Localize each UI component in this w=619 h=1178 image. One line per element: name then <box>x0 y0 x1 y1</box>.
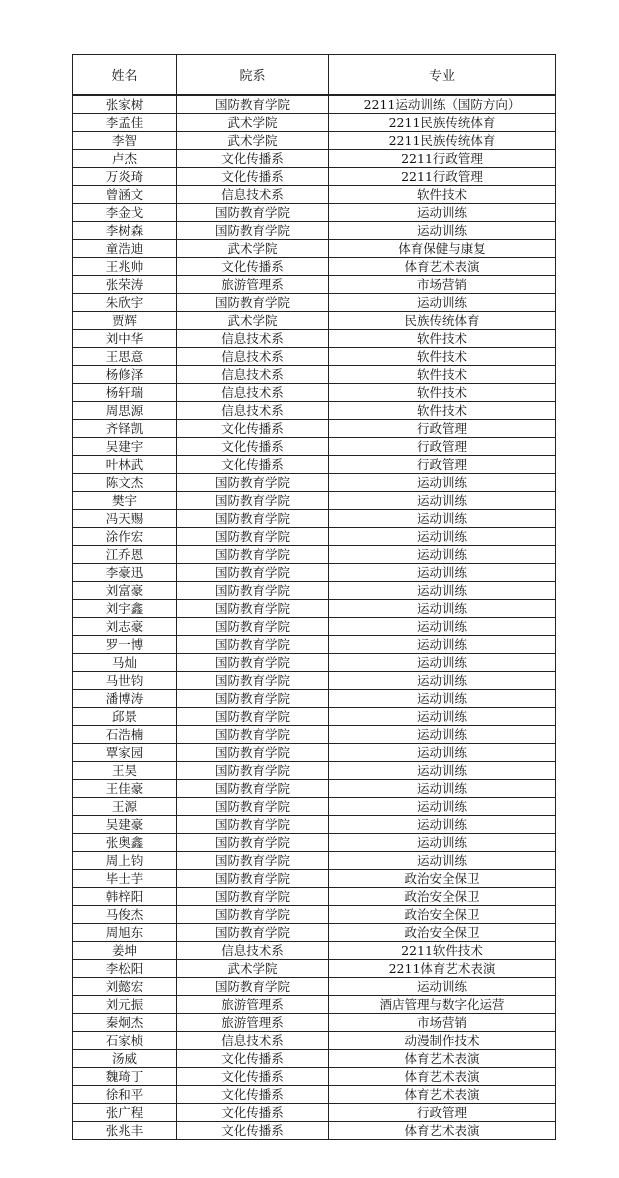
cell-name: 王昊 <box>73 762 177 780</box>
cell-department: 国防教育学院 <box>177 564 329 582</box>
table-row <box>73 960 556 978</box>
cell-department: 文化传播系 <box>177 150 329 168</box>
table-row <box>73 1122 556 1140</box>
student-list-sheet <box>72 54 555 1140</box>
cell-major: 政治安全保卫 <box>329 924 556 942</box>
cell-department: 国防教育学院 <box>177 834 329 852</box>
cell-department: 国防教育学院 <box>177 798 329 816</box>
cell-major: 软件技术 <box>329 186 556 204</box>
cell-major: 运动训练 <box>329 798 556 816</box>
cell-major: 运动训练 <box>329 762 556 780</box>
cell-name: 毕士芋 <box>73 870 177 888</box>
cell-name: 张荣涛 <box>73 276 177 294</box>
table-row <box>73 672 556 690</box>
cell-department: 国防教育学院 <box>177 492 329 510</box>
cell-name: 周上钧 <box>73 852 177 870</box>
cell-major: 市场营销 <box>329 1014 556 1032</box>
cell-name: 张兆丰 <box>73 1122 177 1140</box>
cell-department: 国防教育学院 <box>177 654 329 672</box>
table-row <box>73 168 556 186</box>
cell-department: 国防教育学院 <box>177 744 329 762</box>
cell-department: 旅游管理系 <box>177 276 329 294</box>
cell-department: 国防教育学院 <box>177 780 329 798</box>
cell-major: 运动训练 <box>329 852 556 870</box>
table-row <box>73 240 556 258</box>
cell-department: 信息技术系 <box>177 384 329 402</box>
cell-major: 运动训练 <box>329 600 556 618</box>
cell-major: 运动训练 <box>329 744 556 762</box>
cell-name: 李智 <box>73 132 177 150</box>
cell-name: 刘宇鑫 <box>73 600 177 618</box>
table-row <box>73 618 556 636</box>
cell-department: 信息技术系 <box>177 348 329 366</box>
cell-department: 信息技术系 <box>177 186 329 204</box>
cell-name: 周思源 <box>73 402 177 420</box>
cell-major: 运动训练 <box>329 582 556 600</box>
cell-department: 国防教育学院 <box>177 672 329 690</box>
header-department: 院系 <box>177 55 329 96</box>
cell-department: 文化传播系 <box>177 1122 329 1140</box>
cell-name: 魏琦丁 <box>73 1068 177 1086</box>
cell-major: 2211软件技术 <box>329 942 556 960</box>
cell-major: 体育艺术表演 <box>329 1068 556 1086</box>
table-row <box>73 114 556 132</box>
cell-name: 马俊杰 <box>73 906 177 924</box>
cell-name: 卢杰 <box>73 150 177 168</box>
student-table <box>72 54 556 1140</box>
table-row <box>73 150 556 168</box>
cell-name: 江乔恩 <box>73 546 177 564</box>
table-row <box>73 1014 556 1032</box>
table-row <box>73 744 556 762</box>
cell-name: 吴建豪 <box>73 816 177 834</box>
cell-major: 运动训练 <box>329 204 556 222</box>
cell-major: 运动训练 <box>329 222 556 240</box>
cell-major: 运动训练 <box>329 654 556 672</box>
cell-department: 武术学院 <box>177 312 329 330</box>
cell-major: 2211民族传统体育 <box>329 114 556 132</box>
cell-name: 童浩迪 <box>73 240 177 258</box>
cell-major: 运动训练 <box>329 708 556 726</box>
table-row <box>73 1050 556 1068</box>
table-row <box>73 600 556 618</box>
cell-department: 国防教育学院 <box>177 204 329 222</box>
cell-major: 软件技术 <box>329 384 556 402</box>
cell-department: 国防教育学院 <box>177 528 329 546</box>
cell-major: 体育保健与康复 <box>329 240 556 258</box>
table-row <box>73 222 556 240</box>
table-row <box>73 294 556 312</box>
cell-major: 运动训练 <box>329 528 556 546</box>
cell-name: 李孟佳 <box>73 114 177 132</box>
cell-major: 行政管理 <box>329 438 556 456</box>
cell-department: 国防教育学院 <box>177 726 329 744</box>
table-row <box>73 510 556 528</box>
cell-major: 政治安全保卫 <box>329 888 556 906</box>
cell-department: 国防教育学院 <box>177 294 329 312</box>
cell-department: 国防教育学院 <box>177 546 329 564</box>
cell-name: 万炎琦 <box>73 168 177 186</box>
cell-department: 信息技术系 <box>177 402 329 420</box>
table-row <box>73 1068 556 1086</box>
cell-department: 武术学院 <box>177 114 329 132</box>
cell-department: 国防教育学院 <box>177 708 329 726</box>
cell-name: 刘懿宏 <box>73 978 177 996</box>
table-row <box>73 95 556 114</box>
cell-major: 市场营销 <box>329 276 556 294</box>
cell-department: 国防教育学院 <box>177 924 329 942</box>
table-row <box>73 402 556 420</box>
cell-name: 马世钧 <box>73 672 177 690</box>
cell-name: 叶林武 <box>73 456 177 474</box>
table-row <box>73 798 556 816</box>
cell-name: 石家桢 <box>73 1032 177 1050</box>
cell-major: 运动训练 <box>329 546 556 564</box>
cell-department: 文化传播系 <box>177 168 329 186</box>
cell-department: 国防教育学院 <box>177 816 329 834</box>
cell-major: 体育艺术表演 <box>329 1122 556 1140</box>
table-row <box>73 546 556 564</box>
table-row <box>73 870 556 888</box>
cell-major: 体育艺术表演 <box>329 1086 556 1104</box>
cell-department: 文化传播系 <box>177 456 329 474</box>
cell-department: 文化传播系 <box>177 1068 329 1086</box>
cell-department: 武术学院 <box>177 960 329 978</box>
cell-major: 运动训练 <box>329 636 556 654</box>
table-row <box>73 636 556 654</box>
cell-department: 国防教育学院 <box>177 888 329 906</box>
table-row <box>73 1086 556 1104</box>
cell-major: 运动训练 <box>329 780 556 798</box>
cell-major: 运动训练 <box>329 978 556 996</box>
cell-department: 国防教育学院 <box>177 95 329 114</box>
table-row <box>73 888 556 906</box>
table-row <box>73 528 556 546</box>
table-row <box>73 330 556 348</box>
cell-name: 李豪迅 <box>73 564 177 582</box>
table-row <box>73 780 556 798</box>
cell-name: 曾涵文 <box>73 186 177 204</box>
table-row <box>73 186 556 204</box>
cell-name: 刘中华 <box>73 330 177 348</box>
table-row <box>73 384 556 402</box>
cell-name: 刘元振 <box>73 996 177 1014</box>
cell-name: 贾辉 <box>73 312 177 330</box>
cell-name: 朱欣宇 <box>73 294 177 312</box>
cell-major: 运动训练 <box>329 834 556 852</box>
cell-department: 国防教育学院 <box>177 600 329 618</box>
cell-department: 国防教育学院 <box>177 582 329 600</box>
cell-major: 运动训练 <box>329 726 556 744</box>
cell-name: 王兆帅 <box>73 258 177 276</box>
table-row <box>73 654 556 672</box>
cell-department: 文化传播系 <box>177 1104 329 1122</box>
cell-department: 旅游管理系 <box>177 1014 329 1032</box>
table-row <box>73 834 556 852</box>
cell-department: 旅游管理系 <box>177 996 329 1014</box>
cell-name: 齐铎凯 <box>73 420 177 438</box>
cell-name: 邱景 <box>73 708 177 726</box>
table-row <box>73 312 556 330</box>
table-row <box>73 456 556 474</box>
table-row <box>73 690 556 708</box>
cell-major: 政治安全保卫 <box>329 870 556 888</box>
table-row <box>73 996 556 1014</box>
cell-department: 国防教育学院 <box>177 762 329 780</box>
cell-major: 行政管理 <box>329 456 556 474</box>
cell-department: 信息技术系 <box>177 942 329 960</box>
cell-name: 罗一博 <box>73 636 177 654</box>
cell-name: 王佳豪 <box>73 780 177 798</box>
table-row <box>73 204 556 222</box>
cell-major: 运动训练 <box>329 816 556 834</box>
cell-name: 覃家园 <box>73 744 177 762</box>
cell-major: 政治安全保卫 <box>329 906 556 924</box>
cell-department: 国防教育学院 <box>177 618 329 636</box>
cell-department: 文化传播系 <box>177 438 329 456</box>
table-row <box>73 276 556 294</box>
cell-major: 软件技术 <box>329 402 556 420</box>
cell-department: 武术学院 <box>177 132 329 150</box>
cell-major: 软件技术 <box>329 330 556 348</box>
cell-department: 国防教育学院 <box>177 636 329 654</box>
table-row <box>73 708 556 726</box>
table-body <box>73 95 556 1140</box>
table-row <box>73 726 556 744</box>
table-row <box>73 438 556 456</box>
cell-department: 国防教育学院 <box>177 690 329 708</box>
cell-name: 李松阳 <box>73 960 177 978</box>
cell-major: 软件技术 <box>329 366 556 384</box>
cell-name: 汤威 <box>73 1050 177 1068</box>
cell-major: 行政管理 <box>329 420 556 438</box>
cell-name: 王源 <box>73 798 177 816</box>
table-row <box>73 978 556 996</box>
cell-name: 张奥鑫 <box>73 834 177 852</box>
cell-name: 陈文杰 <box>73 474 177 492</box>
cell-major: 2211运动训练（国防方向） <box>329 95 556 114</box>
cell-department: 武术学院 <box>177 240 329 258</box>
cell-major: 2211体育艺术表演 <box>329 960 556 978</box>
table-row <box>73 582 556 600</box>
cell-department: 文化传播系 <box>177 420 329 438</box>
cell-name: 刘富豪 <box>73 582 177 600</box>
cell-department: 信息技术系 <box>177 330 329 348</box>
table-row <box>73 1032 556 1050</box>
cell-major: 2211民族传统体育 <box>329 132 556 150</box>
cell-name: 姜坤 <box>73 942 177 960</box>
cell-major: 软件技术 <box>329 348 556 366</box>
table-header <box>73 55 556 96</box>
cell-department: 文化传播系 <box>177 1050 329 1068</box>
cell-major: 体育艺术表演 <box>329 1050 556 1068</box>
table-row <box>73 816 556 834</box>
cell-name: 杨修泽 <box>73 366 177 384</box>
cell-name: 樊宇 <box>73 492 177 510</box>
cell-major: 体育艺术表演 <box>329 258 556 276</box>
table-row <box>73 420 556 438</box>
cell-department: 文化传播系 <box>177 258 329 276</box>
cell-department: 国防教育学院 <box>177 870 329 888</box>
table-row <box>73 366 556 384</box>
cell-name: 周旭东 <box>73 924 177 942</box>
cell-name: 王思意 <box>73 348 177 366</box>
cell-major: 运动训练 <box>329 690 556 708</box>
cell-name: 杨轩瑞 <box>73 384 177 402</box>
cell-department: 国防教育学院 <box>177 222 329 240</box>
cell-major: 运动训练 <box>329 564 556 582</box>
cell-major: 动漫制作技术 <box>329 1032 556 1050</box>
cell-major: 行政管理 <box>329 1104 556 1122</box>
header-name: 姓名 <box>73 55 177 96</box>
table-row <box>73 348 556 366</box>
table-row <box>73 132 556 150</box>
cell-department: 信息技术系 <box>177 366 329 384</box>
table-row <box>73 906 556 924</box>
cell-major: 酒店管理与数字化运营 <box>329 996 556 1014</box>
cell-major: 运动训练 <box>329 492 556 510</box>
cell-name: 潘博涛 <box>73 690 177 708</box>
cell-department: 国防教育学院 <box>177 906 329 924</box>
cell-name: 李树森 <box>73 222 177 240</box>
table-row <box>73 762 556 780</box>
table-row <box>73 258 556 276</box>
table-row <box>73 924 556 942</box>
cell-major: 运动训练 <box>329 510 556 528</box>
cell-major: 运动训练 <box>329 294 556 312</box>
cell-major: 民族传统体育 <box>329 312 556 330</box>
cell-major: 2211行政管理 <box>329 150 556 168</box>
cell-name: 涂作宏 <box>73 528 177 546</box>
cell-name: 韩梓阳 <box>73 888 177 906</box>
cell-name: 张家树 <box>73 95 177 114</box>
cell-major: 运动训练 <box>329 474 556 492</box>
header-row <box>73 55 556 96</box>
table-row <box>73 1104 556 1122</box>
cell-department: 信息技术系 <box>177 1032 329 1050</box>
cell-department: 国防教育学院 <box>177 852 329 870</box>
cell-major: 运动训练 <box>329 618 556 636</box>
cell-department: 国防教育学院 <box>177 510 329 528</box>
cell-department: 国防教育学院 <box>177 474 329 492</box>
cell-name: 秦炯杰 <box>73 1014 177 1032</box>
table-row <box>73 942 556 960</box>
table-row <box>73 474 556 492</box>
cell-name: 徐和平 <box>73 1086 177 1104</box>
cell-major: 运动训练 <box>329 672 556 690</box>
cell-major: 2211行政管理 <box>329 168 556 186</box>
cell-name: 石浩楠 <box>73 726 177 744</box>
header-major: 专业 <box>329 55 556 96</box>
cell-name: 吴建宇 <box>73 438 177 456</box>
table-row <box>73 492 556 510</box>
cell-name: 李金戈 <box>73 204 177 222</box>
cell-department: 文化传播系 <box>177 1086 329 1104</box>
cell-department: 国防教育学院 <box>177 978 329 996</box>
table-row <box>73 564 556 582</box>
cell-name: 冯天赐 <box>73 510 177 528</box>
table-row <box>73 852 556 870</box>
cell-name: 张广程 <box>73 1104 177 1122</box>
cell-name: 马灿 <box>73 654 177 672</box>
cell-name: 刘志豪 <box>73 618 177 636</box>
